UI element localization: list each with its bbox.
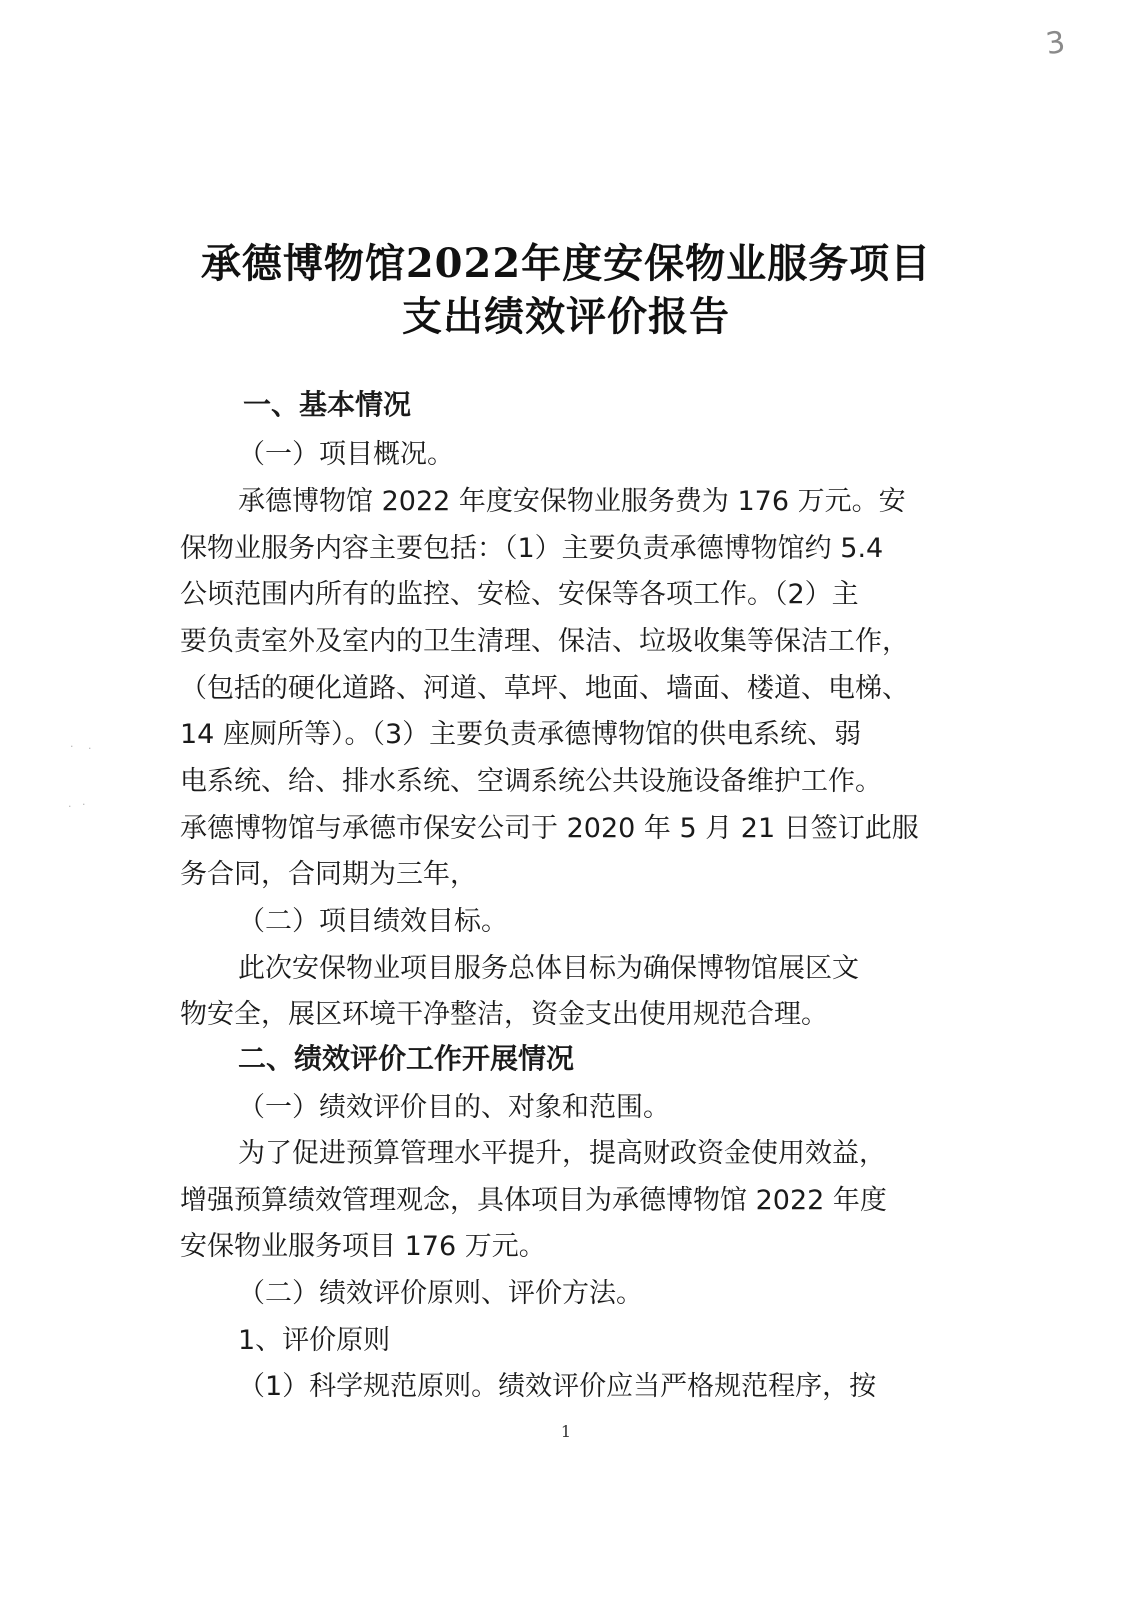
- body-line: 此次安保物业项目服务总体目标为确保博物馆展区文: [238, 953, 859, 984]
- body-line: 公顷范围内所有的监控、安检、安保等各项工作。（2）主: [180, 579, 859, 610]
- body-line: 承德博物馆 2022 年度安保物业服务费为 176 万元。安: [238, 486, 906, 517]
- subsection-heading: （一）项目概况。: [238, 439, 454, 470]
- page-number: 1: [560, 1422, 572, 1441]
- body-line: 安保物业服务项目 176 万元。: [180, 1231, 546, 1262]
- scan-speck: ·: [88, 742, 92, 755]
- report-title-line-1: 承德博物馆2022年度安保物业服务项目: [200, 240, 932, 287]
- subsection-heading: （二）绩效评价原则、评价方法。: [238, 1278, 643, 1309]
- body-line: （1）科学规范原则。绩效评价应当严格规范程序，按: [238, 1371, 877, 1402]
- body-line: 物安全，展区环境干净整洁，资金支出使用规范合理。: [180, 999, 828, 1030]
- subsection-heading: （一）绩效评价目的、对象和范围。: [238, 1092, 670, 1123]
- scan-speck: ·: [70, 740, 74, 753]
- body-line: 电系统、给、排水系统、空调系统公共设施设备维护工作。: [180, 766, 882, 797]
- numbered-heading: 1、评价原则: [238, 1325, 391, 1356]
- scan-speck: ·: [68, 800, 72, 813]
- handwritten-page-mark: 3: [1043, 24, 1068, 63]
- body-line: 14 座厕所等）。（3）主要负责承德博物馆的供电系统、弱: [180, 719, 862, 750]
- body-line: 务合同，合同期为三年，: [180, 859, 477, 890]
- scan-speck: ·: [82, 798, 86, 811]
- body-line: 承德博物馆与承德市保安公司于 2020 年 5 月 21 日签订此服: [180, 813, 919, 844]
- body-line: 增强预算绩效管理观念，具体项目为承德博物馆 2022 年度: [180, 1185, 887, 1216]
- section-heading: 一、基本情况: [243, 388, 412, 421]
- subsection-heading: （二）项目绩效目标。: [238, 906, 508, 937]
- body-line: 为了促进预算管理水平提升，提高财政资金使用效益，: [238, 1138, 886, 1169]
- body-line: 保物业服务内容主要包括：（1）主要负责承德博物馆约 5.4: [180, 533, 884, 564]
- section-heading: 二、绩效评价工作开展情况: [238, 1042, 575, 1075]
- body-line: 要负责室外及室内的卫生清理、保洁、垃圾收集等保洁工作，: [180, 626, 909, 657]
- body-line: （包括的硬化道路、河道、草坪、地面、墙面、楼道、电梯、: [180, 673, 909, 704]
- report-title-line-2: 支出绩效评价报告: [402, 293, 730, 340]
